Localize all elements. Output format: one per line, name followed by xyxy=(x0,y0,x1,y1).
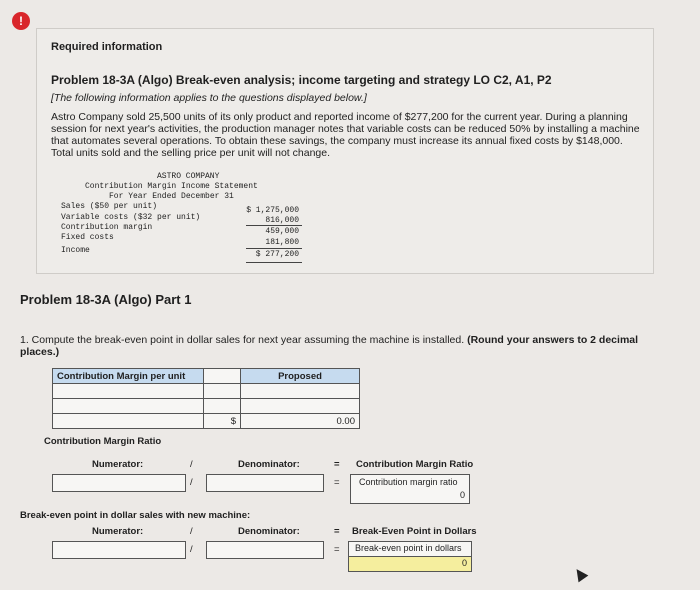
bep-numerator-label: Numerator: xyxy=(92,526,144,537)
cm-ratio-slash: / xyxy=(190,477,193,488)
bep-result-value: 0 xyxy=(461,558,467,568)
spacer xyxy=(360,399,369,414)
required-information-panel xyxy=(36,28,654,274)
cm-total-dollar: $ xyxy=(204,414,241,429)
bep-equals: = xyxy=(334,526,340,537)
alert-icon: ! xyxy=(12,12,30,30)
bep-slash: / xyxy=(190,526,193,537)
statement-row-value: $ 277,200 xyxy=(255,250,299,259)
statement-row-label: Variable costs ($32 per unit) xyxy=(61,213,201,222)
question-text xyxy=(20,334,660,358)
double-underline xyxy=(246,262,302,263)
bep-numerator-input[interactable] xyxy=(52,541,186,559)
cm-ratio-denominator-label: Denominator: xyxy=(238,459,300,470)
statement-row-value: 459,000 xyxy=(265,227,299,236)
bep-slash: / xyxy=(190,544,193,555)
cm-ratio-result-sub: Contribution margin ratio xyxy=(359,477,458,487)
bep-result-sub-cell xyxy=(348,541,472,557)
cm-per-unit-table xyxy=(52,368,369,429)
spacer xyxy=(360,384,369,399)
spacer xyxy=(360,369,369,384)
cm-ratio-slash: / xyxy=(190,459,193,470)
bep-result-label: Break-Even Point in Dollars xyxy=(352,526,477,537)
cm-header-spacer xyxy=(204,369,241,384)
cm-ratio-equals: = xyxy=(334,459,340,470)
bep-result-sub: Break-even point in dollars xyxy=(355,543,462,553)
bep-title: Break-even point in dollar sales with new machine: xyxy=(20,510,251,521)
cm-header-left: Contribution Margin per unit xyxy=(53,369,204,384)
cm-ratio-title: Contribution Margin Ratio xyxy=(44,436,162,447)
statement-row-value: $ 1,275,000 xyxy=(246,206,299,215)
mouse-cursor-icon xyxy=(572,566,589,583)
cm-row-label-input[interactable] xyxy=(53,399,204,414)
problem-title: Problem 18-3A (Algo) Break-even analysis; income targeting and strategy LO C2, A1, P2 xyxy=(51,73,552,87)
cm-ratio-result-value: 0 xyxy=(459,490,465,500)
bep-denominator-input[interactable] xyxy=(206,541,324,559)
statement-title: Contribution Margin Income Statement xyxy=(85,182,258,191)
statement-period: For Year Ended December 31 xyxy=(109,192,234,201)
statement-company: ASTRO COMPANY xyxy=(157,172,220,181)
cm-ratio-equals: = xyxy=(334,477,340,488)
part-title: Problem 18-3A (Algo) Part 1 xyxy=(20,292,192,307)
question-main: 1. Compute the break-even point in dollar sales for next year assuming the machine is installed. xyxy=(20,334,465,346)
cm-row-value-input[interactable] xyxy=(241,399,360,414)
cm-header-proposed: Proposed xyxy=(241,369,360,384)
cm-ratio-result-cell xyxy=(350,474,470,504)
cm-total-value: 0.00 xyxy=(241,414,360,429)
cm-row-dollar xyxy=(204,399,241,414)
cm-ratio-numerator-input[interactable] xyxy=(52,474,186,492)
statement-row-value: 816,000 xyxy=(265,216,299,225)
bep-denominator-label: Denominator: xyxy=(238,526,300,537)
info-note: [The following information applies to the questions displayed below.] xyxy=(51,92,367,104)
underline xyxy=(246,248,302,249)
cm-ratio-numerator-label: Numerator: xyxy=(92,459,144,470)
statement-row-value: 181,800 xyxy=(265,238,299,247)
cm-row-dollar xyxy=(204,384,241,399)
cm-total-label[interactable] xyxy=(53,414,204,429)
cm-row-label-input[interactable] xyxy=(53,384,204,399)
statement-row-label: Fixed costs xyxy=(61,233,114,242)
underline xyxy=(246,225,302,226)
required-heading: Required information xyxy=(51,41,163,53)
question-rounding: (Round your answers to 2 decimal places.) xyxy=(20,334,639,358)
bep-result-cell xyxy=(348,556,472,572)
cm-row-value-input[interactable] xyxy=(241,384,360,399)
statement-row-label: Sales ($50 per unit) xyxy=(61,202,158,211)
spacer xyxy=(360,414,369,429)
bep-equals: = xyxy=(334,544,340,555)
cm-ratio-denominator-input[interactable] xyxy=(206,474,324,492)
cm-ratio-result-label: Contribution Margin Ratio xyxy=(356,459,474,470)
statement-row-label: Contribution margin xyxy=(61,223,153,232)
problem-paragraph: Astro Company sold 25,500 units of its only product and reported income of $277,200 for the current year. During a planning session for next year's activities, the production manager notes that variable costs can be reduced 50% by installing a machine that automates several operations. To obtain these savings, the company must increase its annual fixed costs by $148,000. Total units sold and the selling price per unit will not change. xyxy=(51,111,640,159)
statement-row-label: Income xyxy=(61,246,90,255)
